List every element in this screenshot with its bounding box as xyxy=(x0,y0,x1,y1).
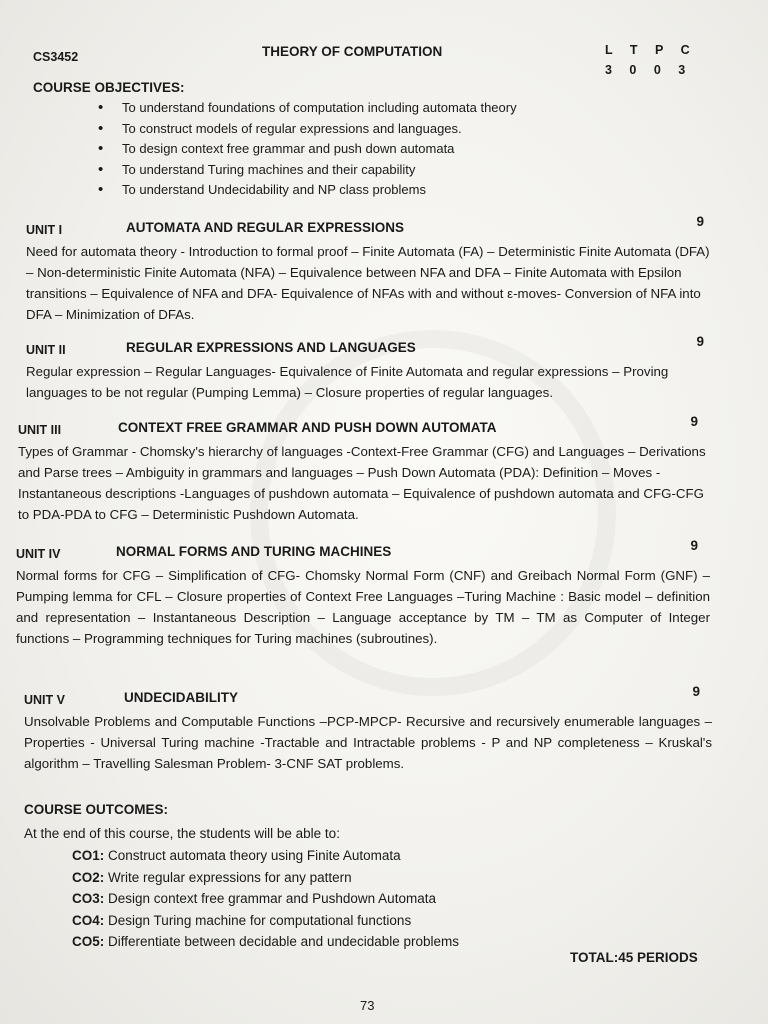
unit-5-section xyxy=(24,684,712,774)
outcome-item xyxy=(72,867,459,889)
unit-title: REGULAR EXPRESSIONS AND LANGUAGES xyxy=(126,340,416,355)
outcome-text: Design Turing machine for computational functions xyxy=(108,912,412,928)
ltpc-block xyxy=(605,40,697,80)
unit-content: Unsolvable Problems and Computable Functions –PCP-MPCP- Recursive and recursively enumerable languages – Properties - Universal Turing machine -Tractable and Intractable problems - P and NP completeness – Kruskal's algorithm – Travelling Salesman Problem- 3-CNF SAT problems. xyxy=(24,714,712,771)
unit-number: UNIT II xyxy=(26,343,66,357)
outcomes-list xyxy=(72,845,459,953)
outcomes-heading: COURSE OUTCOMES: xyxy=(24,802,169,817)
outcome-item xyxy=(72,931,459,953)
unit-header xyxy=(26,334,716,360)
unit-content: Need for automata theory - Introduction to formal proof – Finite Automata (FA) – Deterministic Finite Automata (DFA) – Non-deterministic Finite Automata (NFA) – Equivalence between NFA and DFA – Finite Automata with Epsilon transitions – Equivalence of NFA and DFA- Equivalence of NFAs with and without ε-moves- Conversion of NFA into DFA – Minimization of DFAs. xyxy=(26,244,710,322)
unit-number: UNIT I xyxy=(26,223,63,237)
outcome-text: Write regular expressions for any pattern xyxy=(108,869,352,885)
outcome-item xyxy=(72,910,459,932)
unit-header xyxy=(26,214,716,240)
outcome-item xyxy=(72,845,459,867)
unit-hours: 9 xyxy=(696,214,704,229)
outcome-text: Construct automata theory using Finite Automata xyxy=(108,848,401,863)
outcome-id: CO4: xyxy=(72,912,105,928)
unit-title: NORMAL FORMS AND TURING MACHINES xyxy=(116,544,392,559)
outcome-id: CO2: xyxy=(72,869,105,885)
course-code: CS3452 xyxy=(33,50,79,64)
outcome-text: Differentiate between decidable and undecidable problems xyxy=(108,934,460,949)
unit-title: AUTOMATA AND REGULAR EXPRESSIONS xyxy=(126,220,405,235)
ltpc-values: 3 0 0 3 xyxy=(605,63,693,77)
unit-header xyxy=(18,414,710,440)
unit-number: UNIT V xyxy=(24,693,65,707)
outcome-text: Design context free grammar and Pushdown Automata xyxy=(108,891,436,906)
unit-1-section xyxy=(26,214,716,325)
objective-item: • To understand Undecidability and NP class problems xyxy=(98,180,517,201)
unit-hours: 9 xyxy=(696,334,704,349)
unit-hours: 9 xyxy=(690,538,698,553)
outcome-id: CO5: xyxy=(72,934,105,949)
objectives-heading: COURSE OBJECTIVES: xyxy=(33,80,185,95)
unit-content: Normal forms for CFG – Simplification of CFG- Chomsky Normal Form (CNF) and Greibach Normal Form (GNF) – Pumping lemma for CFL – Closure properties of Context Free Languages –Turing Machine : Basic model – definition and representation – Instantaneous Description – Language acceptance by TM – TM as Computer of Integer functions – Programming techniques for Turing machines (subroutines). xyxy=(16,568,710,646)
unit-hours: 9 xyxy=(690,414,698,429)
unit-hours: 9 xyxy=(692,684,700,699)
objective-item: • To construct models of regular expressions and languages. xyxy=(98,119,517,140)
unit-number: UNIT IV xyxy=(16,547,61,561)
total-periods: TOTAL:45 PERIODS xyxy=(570,950,698,965)
unit-header xyxy=(16,538,710,564)
ltpc-labels: L T P C xyxy=(605,43,697,57)
objective-item: • To understand Turing machines and their capability xyxy=(98,160,517,181)
unit-title: UNDECIDABILITY xyxy=(124,690,238,705)
objective-item: • To understand foundations of computation including automata theory xyxy=(98,98,517,119)
outcome-id: CO3: xyxy=(72,891,105,906)
course-title: THEORY OF COMPUTATION xyxy=(262,44,443,59)
unit-content: Types of Grammar - Chomsky's hierarchy of languages -Context-Free Grammar (CFG) and Languages – Derivations and Parse trees – Ambiguity in grammars and languages – Push Down Automata (PDA): Definition – Moves - Instantaneous descriptions -Languages of pushdown automata – Equivalence of pushdown automata and CFG-CFG to PDA-PDA to CFG – Deterministic Pushdown Automata. xyxy=(18,444,706,522)
unit-3-section xyxy=(18,414,710,525)
unit-2-section xyxy=(26,334,716,403)
unit-header xyxy=(24,684,712,710)
outcome-id: CO1: xyxy=(72,848,105,863)
objective-item: • To design context free grammar and push down automata xyxy=(98,139,517,160)
outcome-item xyxy=(72,888,459,910)
unit-content: Regular expression – Regular Languages- Equivalence of Finite Automata and regular expressions – Proving languages to be not regular (Pumping Lemma) – Closure properties of regular languages. xyxy=(26,364,669,400)
unit-number: UNIT III xyxy=(18,423,62,437)
outcomes-intro: At the end of this course, the students will be able to: xyxy=(24,826,340,841)
objectives-list xyxy=(98,98,517,201)
page-number: 73 xyxy=(360,998,375,1013)
unit-title: CONTEXT FREE GRAMMAR AND PUSH DOWN AUTOMATA xyxy=(118,420,497,435)
unit-4-section xyxy=(16,538,710,649)
